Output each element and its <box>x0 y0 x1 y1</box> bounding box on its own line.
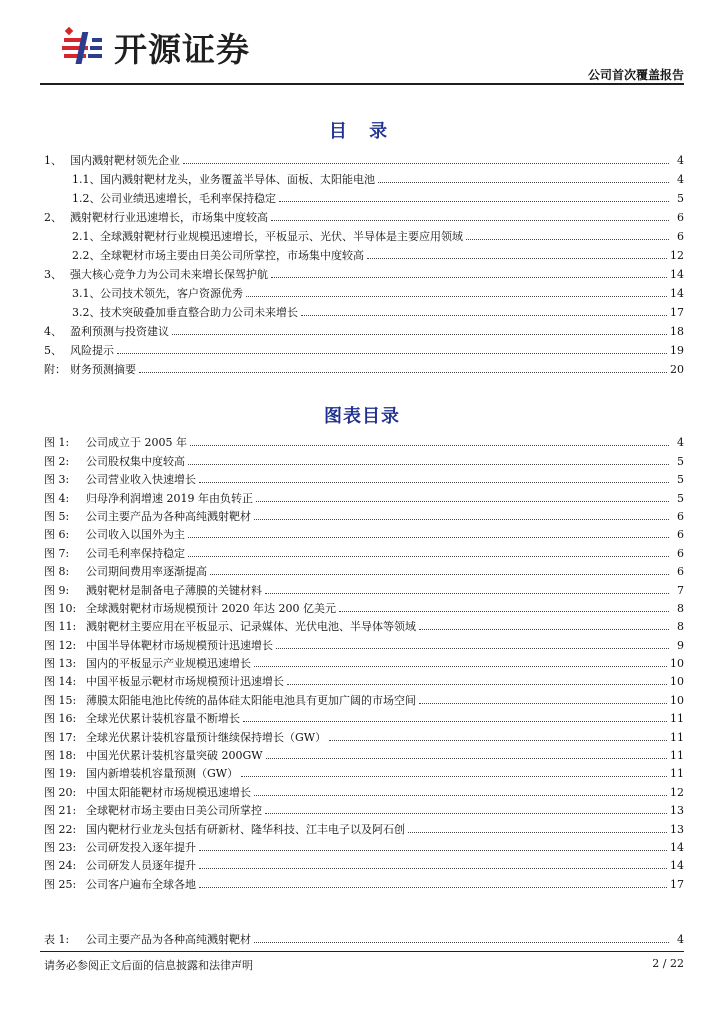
figure-entry-number: 图 23: <box>44 840 77 854</box>
figure-entry[interactable] <box>44 836 684 854</box>
page-header <box>0 0 724 90</box>
kaiyuan-logo-icon <box>60 24 106 70</box>
dot-leader <box>199 481 669 483</box>
dot-leader <box>139 371 667 373</box>
table-entry[interactable] <box>44 927 684 946</box>
figure-entry-page-number: 4 <box>677 436 684 450</box>
figure-entry-number: 图 13: <box>44 657 77 671</box>
figure-entry-page-number: 6 <box>677 546 684 560</box>
figure-entry-number: 图 14: <box>44 675 77 689</box>
dot-leader <box>188 536 669 538</box>
figure-entry[interactable] <box>44 652 684 670</box>
figure-entry-page-number: 11 <box>670 767 684 781</box>
toc-entry-number: 1.1、 <box>72 173 101 186</box>
figure-entry-page-number: 11 <box>670 730 684 744</box>
toc-entry-page-number: 4 <box>677 154 684 167</box>
figure-entry-label: 全球光伏累计装机容量不断增长 <box>86 712 240 726</box>
dot-leader <box>117 352 667 354</box>
figure-entry-label: 公司股权集中度较高 <box>86 454 185 468</box>
dot-leader <box>172 333 667 335</box>
brand-logo <box>60 24 250 70</box>
toc-entry-number: 2.2、 <box>72 249 101 262</box>
toc-entry-number: 5、 <box>44 344 62 357</box>
figure-entry-page-number: 6 <box>677 509 684 523</box>
figure-entry[interactable] <box>44 744 684 762</box>
figure-entry-page-number: 5 <box>677 473 684 487</box>
toc-entry-number: 4、 <box>44 325 62 338</box>
toc-entry-label: 强大核心竞争力为公司未来增长保驾护航 <box>70 268 268 281</box>
toc-entry[interactable] <box>44 205 684 224</box>
figure-entry-page-number: 10 <box>670 693 684 707</box>
toc-entry[interactable] <box>44 262 684 281</box>
toc-entry-label: 国内溅射靶材龙头，业务覆盖半导体、面板、太阳能电池 <box>100 173 375 186</box>
figure-entry-label: 公司成立于 2005 年 <box>86 436 187 450</box>
figure-entry[interactable] <box>44 560 684 578</box>
figure-entry[interactable] <box>44 670 684 688</box>
figure-entry[interactable] <box>44 431 684 449</box>
figure-entry[interactable] <box>44 486 684 504</box>
figure-entry[interactable] <box>44 854 684 872</box>
toc-entry-label: 全球溅射靶材行业规模迅速增长，平板显示、光伏、半导体是主要应用领域 <box>100 230 463 243</box>
figure-entry-number: 图 10: <box>44 601 77 615</box>
toc-entry-page-number: 18 <box>670 325 684 338</box>
dot-leader <box>271 276 667 278</box>
figure-entry-page-number: 9 <box>677 638 684 652</box>
figure-entry[interactable] <box>44 523 684 541</box>
figure-entry-label: 中国光伏累计装机容量突破 200GW <box>86 749 263 763</box>
report-type-label: 公司首次覆盖报告 <box>587 68 684 82</box>
figure-entry-label: 国内的平板显示产业规模迅速增长 <box>86 657 251 671</box>
toc-entry-page-number: 14 <box>670 287 684 300</box>
dot-leader <box>287 683 667 685</box>
figure-entry[interactable] <box>44 725 684 743</box>
header-divider <box>40 83 684 85</box>
dot-leader <box>266 757 667 759</box>
toc-entry-number: 附： <box>44 363 66 376</box>
figure-entry-number: 图 7: <box>44 546 70 560</box>
dot-leader <box>183 162 669 164</box>
dot-leader <box>246 295 667 297</box>
figure-entry-page-number: 7 <box>677 583 684 597</box>
dot-leader <box>329 739 667 741</box>
figure-entry[interactable] <box>44 872 684 890</box>
figure-entry[interactable] <box>44 780 684 798</box>
figure-entry-number: 图 15: <box>44 693 77 707</box>
dot-leader <box>188 555 669 557</box>
figure-entry-label: 全球靶材市场主要由日美公司所掌控 <box>86 804 262 818</box>
toc-entry-number: 2.1、 <box>72 230 101 243</box>
toc-entry-number: 3.2、 <box>72 306 101 319</box>
footer-disclaimer: 请务必参阅正文后面的信息披露和法律声明 <box>44 959 253 972</box>
dot-leader <box>254 794 667 796</box>
figure-entry[interactable] <box>44 762 684 780</box>
figure-entry-label: 归母净利润增速 2019 年由负转正 <box>86 491 253 505</box>
toc-entry[interactable] <box>44 319 684 338</box>
dot-leader <box>419 702 667 704</box>
figure-entry-label: 公司毛利率保持稳定 <box>86 546 185 560</box>
toc-entry-label: 公司业绩迅速增长，毛利率保持稳定 <box>100 192 276 205</box>
toc-entry[interactable] <box>44 357 684 376</box>
dot-leader <box>256 500 669 502</box>
figure-entry-label: 溅射靶材主要应用在平板显示、记录媒体、光伏电池、半导体等领域 <box>86 620 416 634</box>
brand-name: 开源证券 <box>114 29 250 69</box>
dot-leader <box>190 444 669 446</box>
toc-entry-number: 1.2、 <box>72 192 101 205</box>
toc-entry-page-number: 12 <box>670 249 684 262</box>
toc-entry[interactable] <box>44 148 684 167</box>
figure-entry-page-number: 13 <box>670 822 684 836</box>
dot-leader <box>210 573 669 575</box>
dot-leader <box>241 775 667 777</box>
figure-entry[interactable] <box>44 578 684 596</box>
figure-entry-number: 图 5: <box>44 509 70 523</box>
figure-entry[interactable] <box>44 468 684 486</box>
dot-leader <box>254 941 669 943</box>
figure-entry[interactable] <box>44 449 684 467</box>
dot-leader <box>279 200 669 202</box>
figure-entry-label: 公司期间费用率逐渐提高 <box>86 565 207 579</box>
figure-entry-label: 中国半导体靶材市场规模预计迅速增长 <box>86 638 273 652</box>
figure-entry-label: 中国太阳能靶材市场规模迅速增长 <box>86 785 251 799</box>
dot-leader <box>276 647 669 649</box>
toc-entry-label: 国内溅射靶材领先企业 <box>70 154 180 167</box>
toc-entry-label: 公司技术领先，客户资源优秀 <box>100 287 243 300</box>
dot-leader <box>254 518 669 520</box>
dot-leader <box>378 181 669 183</box>
figure-entry-number: 图 25: <box>44 877 77 891</box>
tables-list <box>44 927 684 946</box>
figure-entry-page-number: 6 <box>677 565 684 579</box>
figure-entry-number: 图 22: <box>44 822 77 836</box>
toc-entry-page-number: 19 <box>670 344 684 357</box>
toc-entry-number: 1、 <box>44 154 62 167</box>
figure-entry-label: 全球光伏累计装机容量预计继续保持增长（GW） <box>86 730 327 744</box>
dot-leader <box>265 592 669 594</box>
table-entry-number: 表 1: <box>44 933 70 946</box>
figure-entry-number: 图 17: <box>44 730 77 744</box>
toc-entry-page-number: 4 <box>677 173 684 186</box>
figure-entry-page-number: 6 <box>677 528 684 542</box>
figures-title: 图表目录 <box>324 406 400 427</box>
figure-entry[interactable] <box>44 817 684 835</box>
figure-entry-number: 图 18: <box>44 749 77 763</box>
table-entry-page-number: 4 <box>677 933 684 946</box>
figure-entry-label: 全球溅射靶材市场规模预计 2020 年达 200 亿美元 <box>86 601 336 615</box>
figure-entry-number: 图 9: <box>44 583 70 597</box>
toc-entry[interactable] <box>44 186 684 205</box>
figure-entry[interactable] <box>44 615 684 633</box>
figure-entry-label: 溅射靶材是制备电子薄膜的关键材料 <box>86 583 262 597</box>
toc-entry[interactable] <box>44 300 684 319</box>
figure-entry[interactable] <box>44 633 684 651</box>
figure-entry-number: 图 24: <box>44 859 77 873</box>
figure-entry-number: 图 16: <box>44 712 77 726</box>
figure-entry-page-number: 13 <box>670 804 684 818</box>
figure-entry-label: 公司主要产品为各种高纯溅射靶材 <box>86 509 251 523</box>
toc-entry-page-number: 6 <box>677 230 684 243</box>
toc-entry-label: 技术突破叠加垂直整合助力公司未来增长 <box>100 306 298 319</box>
toc-entry-label: 风险提示 <box>70 344 114 357</box>
dot-leader <box>271 219 669 221</box>
figure-entry-label: 国内新增装机容量预测（GW） <box>86 767 239 781</box>
figure-entry-page-number: 14 <box>670 840 684 854</box>
toc-entry-page-number: 6 <box>677 211 684 224</box>
figure-entry-page-number: 17 <box>670 877 684 891</box>
dot-leader <box>466 238 669 240</box>
figure-entry-number: 图 11: <box>44 620 77 634</box>
toc-entry-number: 2、 <box>44 211 62 224</box>
figure-entry-number: 图 1: <box>44 436 70 450</box>
figure-entry-label: 公司收入以国外为主 <box>86 528 185 542</box>
figure-entry-label: 公司研发投入逐年提升 <box>86 840 196 854</box>
dot-leader <box>265 812 667 814</box>
figure-entry-page-number: 10 <box>670 657 684 671</box>
figure-entry-number: 图 8: <box>44 565 70 579</box>
figure-entry-page-number: 10 <box>670 675 684 689</box>
figure-entry[interactable] <box>44 707 684 725</box>
toc-entry-page-number: 17 <box>670 306 684 319</box>
toc-entry-page-number: 14 <box>670 268 684 281</box>
dot-leader <box>419 628 669 630</box>
figure-entry-page-number: 12 <box>670 785 684 799</box>
figure-entry-label: 中国平板显示靶材市场规模预计迅速增长 <box>86 675 284 689</box>
figure-entry-number: 图 6: <box>44 528 70 542</box>
toc-entry-number: 3、 <box>44 268 62 281</box>
figure-entry-label: 公司客户遍布全球各地 <box>86 877 196 891</box>
figure-entry-number: 图 21: <box>44 804 77 818</box>
toc-entry[interactable] <box>44 281 684 300</box>
page-number: 2 / 22 <box>652 957 684 970</box>
toc-list <box>44 148 684 376</box>
dot-leader <box>243 720 667 722</box>
figure-entry-number: 图 4: <box>44 491 70 505</box>
figure-entry-page-number: 11 <box>670 749 684 763</box>
dot-leader <box>199 867 667 869</box>
dot-leader <box>199 849 667 851</box>
toc-entry-label: 溅射靶材行业迅速增长，市场集中度较高 <box>70 211 268 224</box>
toc-entry[interactable] <box>44 224 684 243</box>
footer-divider <box>40 951 684 952</box>
dot-leader <box>339 610 669 612</box>
figure-entry-label: 公司营业收入快速增长 <box>86 473 196 487</box>
dot-leader <box>254 665 667 667</box>
toc-entry-label: 财务预测摘要 <box>70 363 136 376</box>
figure-entry-number: 图 3: <box>44 473 70 487</box>
toc-entry-number: 3.1、 <box>72 287 101 300</box>
toc-entry-label: 盈利预测与投资建议 <box>70 325 169 338</box>
figure-entry[interactable] <box>44 688 684 706</box>
figures-list <box>44 431 684 891</box>
figure-entry-number: 图 12: <box>44 638 77 652</box>
toc-entry-label: 全球靶材市场主要由日美公司所掌控，市场集中度较高 <box>100 249 364 262</box>
toc-entry-page-number: 20 <box>670 363 684 376</box>
table-entry-label: 公司主要产品为各种高纯溅射靶材 <box>86 933 251 946</box>
figure-entry[interactable] <box>44 597 684 615</box>
dot-leader <box>408 831 667 833</box>
figure-entry-label: 薄膜太阳能电池比传统的晶体硅太阳能电池具有更加广阔的市场空间 <box>86 693 416 707</box>
figure-entry-page-number: 5 <box>677 454 684 468</box>
dot-leader <box>301 314 667 316</box>
figure-entry-page-number: 14 <box>670 859 684 873</box>
figure-entry-label: 国内靶材行业龙头包括有研新材、隆华科技、江丰电子以及阿石创 <box>86 822 405 836</box>
toc-entry[interactable] <box>44 338 684 357</box>
dot-leader <box>188 463 669 465</box>
figure-entry-number: 图 2: <box>44 454 70 468</box>
figure-entry-page-number: 8 <box>677 620 684 634</box>
figure-entry[interactable] <box>44 541 684 559</box>
figure-entry-number: 图 20: <box>44 785 77 799</box>
dot-leader <box>367 257 667 259</box>
figure-entry-label: 公司研发人员逐年提升 <box>86 859 196 873</box>
figure-entry-page-number: 8 <box>677 601 684 615</box>
figure-entry[interactable] <box>44 505 684 523</box>
dot-leader <box>199 886 667 888</box>
toc-entry[interactable] <box>44 167 684 186</box>
toc-entry-page-number: 5 <box>677 192 684 205</box>
figure-entry[interactable] <box>44 799 684 817</box>
figure-entry-page-number: 5 <box>677 491 684 505</box>
toc-title: 目 录 <box>328 121 396 142</box>
toc-entry[interactable] <box>44 243 684 262</box>
figure-entry-number: 图 19: <box>44 767 77 781</box>
figure-entry-page-number: 11 <box>670 712 684 726</box>
